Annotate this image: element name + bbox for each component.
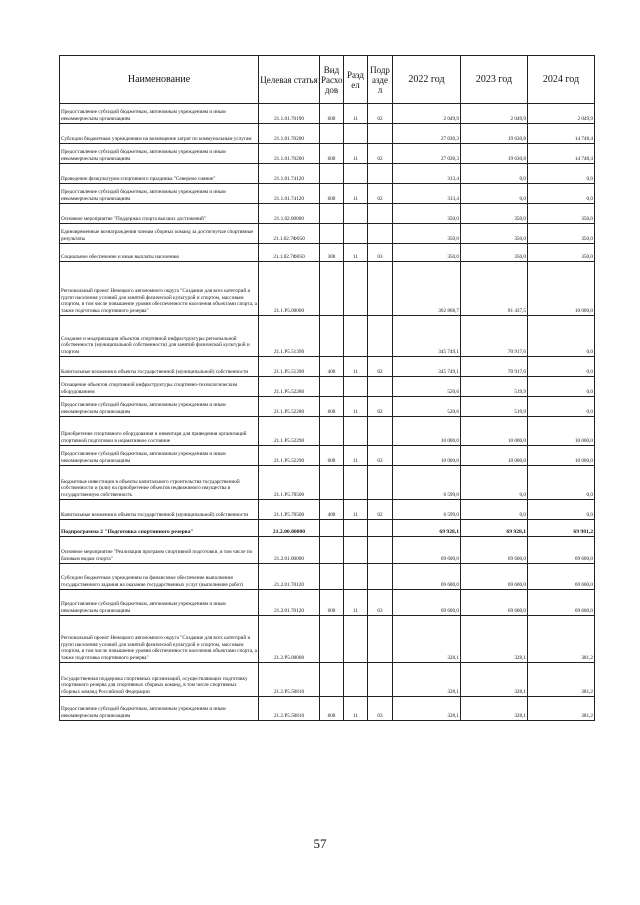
row-expense-type: 600: [320, 590, 344, 616]
row-section: [344, 262, 368, 316]
row-article: 21.2.Р5.50810: [259, 663, 320, 697]
table-row: [60, 144, 595, 164]
row-expense-type: 600: [320, 446, 344, 466]
row-section: 11: [344, 144, 368, 164]
budget-table: [59, 55, 595, 721]
row-name: Бюджетные инвестиции в объекты капитального строительства государственной собственности и (или) на приобретение объектов недвижимого имущества в государственную собственность: [60, 466, 259, 500]
row-value-2023: 70 917,6: [461, 357, 528, 377]
row-section: [344, 417, 368, 446]
row-value-2023: 328,1: [461, 663, 528, 697]
row-subsection: 02: [368, 104, 393, 124]
row-value-2023: 69 600,0: [461, 564, 528, 590]
table-body: [60, 104, 595, 721]
row-name: Региональный проект Ненецкого автономного округа "Создание для всех категорий и групп населения условий для занятий физической культурой и спортом, массовым спортом, в том числе повышение уровня обеспеченности населения объектами спорта, а также подготовка спортивного резерва": [60, 616, 259, 663]
row-subsection: [368, 520, 393, 537]
row-value-2024: 69 600,0: [528, 564, 595, 590]
row-value-2022: 2 049,9: [393, 104, 461, 124]
table-row: [60, 377, 595, 397]
row-article: 21.2.01.70120: [259, 590, 320, 616]
header-expense-type: Вид Расхо дов: [320, 56, 344, 104]
row-value-2024: 350,0: [528, 244, 595, 262]
row-article: 21.1.Р5.51390: [259, 316, 320, 357]
row-name: Единовременные вознаграждения членам сборных команд за достигнутые спортивные результаты: [60, 224, 259, 244]
row-value-2022: 520,6: [393, 377, 461, 397]
row-value-2023: 19 630,8: [461, 144, 528, 164]
table-header-row: [60, 56, 595, 104]
row-value-2023: 328,1: [461, 616, 528, 663]
row-expense-type: 400: [320, 357, 344, 377]
row-value-2024: 14 748,4: [528, 144, 595, 164]
row-value-2022: 27 030,3: [393, 124, 461, 144]
row-value-2024: 2 049,9: [528, 104, 595, 124]
row-value-2024: 0,0: [528, 377, 595, 397]
row-value-2023: 69 600,0: [461, 590, 528, 616]
row-value-2024: 69 600,0: [528, 537, 595, 564]
row-subsection: 03: [368, 590, 393, 616]
row-article: 21.1.Р5.00000: [259, 262, 320, 316]
row-value-2023: 519,9: [461, 377, 528, 397]
row-article: 21.1.Р5.52290: [259, 417, 320, 446]
row-subsection: [368, 164, 393, 184]
row-section: [344, 616, 368, 663]
table-row: [60, 184, 595, 204]
row-value-2023: 10 000,0: [461, 446, 528, 466]
row-section: [344, 224, 368, 244]
row-subsection: [368, 262, 393, 316]
row-value-2024: 0,0: [528, 500, 595, 520]
table-row: [60, 104, 595, 124]
row-value-2024: 0,0: [528, 164, 595, 184]
row-section: 11: [344, 500, 368, 520]
row-expense-type: [320, 224, 344, 244]
row-value-2024: 381,2: [528, 616, 595, 663]
table-row: [60, 262, 595, 316]
row-expense-type: [320, 377, 344, 397]
row-expense-type: 600: [320, 184, 344, 204]
row-value-2022: 69 928,1: [393, 520, 461, 537]
row-subsection: [368, 564, 393, 590]
header-subsection: Подр азде л: [368, 56, 393, 104]
row-subsection: 02: [368, 184, 393, 204]
row-article: 21.1.Р5.52290: [259, 446, 320, 466]
row-value-2022: 69 600,0: [393, 590, 461, 616]
table-row: [60, 500, 595, 520]
row-article: 21.1.Р5.51390: [259, 357, 320, 377]
row-expense-type: [320, 663, 344, 697]
row-article: 21.2.Р5.50810: [259, 697, 320, 721]
table-row: [60, 520, 595, 537]
row-section: 11: [344, 697, 368, 721]
row-name: Субсидии бюджетным учреждениям на финансовое обеспечение выполнения государственного задания на оказание государственных услуг (выполнение работ): [60, 564, 259, 590]
row-value-2024: 0,0: [528, 316, 595, 357]
header-name: Наименование: [60, 56, 259, 104]
row-article: 21.1.02.00000: [259, 204, 320, 224]
row-value-2022: 10 000,0: [393, 446, 461, 466]
row-value-2023: 328,1: [461, 697, 528, 721]
table-row: [60, 446, 595, 466]
row-name: Предоставление субсидий бюджетным, автономным учреждениям и иным некоммерческим организациям: [60, 397, 259, 417]
row-expense-type: 600: [320, 397, 344, 417]
row-name: Оснащение объектов спортивной инфраструктуры спортивно-технологическим оборудованием: [60, 377, 259, 397]
table-row: [60, 244, 595, 262]
row-name: Подпрограмма 2 "Подготовка спортивного резерва": [60, 520, 259, 537]
row-value-2023: 350,0: [461, 224, 528, 244]
row-name: Предоставление субсидий бюджетным, автономным учреждениям и иным некоммерческим организациям: [60, 104, 259, 124]
row-article: 21.1.Р5.70500: [259, 466, 320, 500]
table-row: [60, 316, 595, 357]
row-subsection: 02: [368, 357, 393, 377]
table-row: [60, 417, 595, 446]
row-article: 21.1.02.7Ф050: [259, 224, 320, 244]
row-value-2023: 0,0: [461, 466, 528, 500]
row-name: Социальное обеспечение и иные выплаты населению: [60, 244, 259, 262]
row-article: 21.1.Р5.52280: [259, 377, 320, 397]
row-subsection: 03: [368, 244, 393, 262]
row-value-2024: 0,0: [528, 466, 595, 500]
row-article: 21.1.01.70200: [259, 144, 320, 164]
row-section: [344, 663, 368, 697]
row-value-2022: 345 749,1: [393, 357, 461, 377]
row-subsection: [368, 224, 393, 244]
row-article: 21.1.Р5.52280: [259, 397, 320, 417]
row-value-2023: 2 049,9: [461, 104, 528, 124]
row-name: Проведение физкультурно-спортивного праздника "Северное сияние": [60, 164, 259, 184]
row-value-2022: 69 600,0: [393, 564, 461, 590]
row-expense-type: [320, 466, 344, 500]
row-value-2022: 350,0: [393, 224, 461, 244]
header-2023: 2023 год: [461, 56, 528, 104]
table-row: [60, 357, 595, 377]
row-subsection: 03: [368, 697, 393, 721]
header-2024: 2024 год: [528, 56, 595, 104]
row-subsection: [368, 616, 393, 663]
row-expense-type: [320, 316, 344, 357]
row-expense-type: [320, 164, 344, 184]
row-value-2022: 328,1: [393, 663, 461, 697]
row-value-2024: 0,0: [528, 184, 595, 204]
row-name: Предоставление субсидий бюджетным, автономным учреждениям и иным некоммерческим организациям: [60, 184, 259, 204]
row-article: 21.2.00.00000: [259, 520, 320, 537]
row-subsection: [368, 466, 393, 500]
row-value-2023: 19 630,8: [461, 124, 528, 144]
row-value-2022: 362 868,7: [393, 262, 461, 316]
row-subsection: 03: [368, 446, 393, 466]
row-section: [344, 316, 368, 357]
row-section: [344, 377, 368, 397]
row-value-2022: 328,1: [393, 697, 461, 721]
row-expense-type: 600: [320, 697, 344, 721]
row-article: 21.1.01.70200: [259, 124, 320, 144]
row-name: Основное мероприятие "Реализация программ спортивной подготовки, в том числе по базовым видам спорта": [60, 537, 259, 564]
table-row: [60, 466, 595, 500]
row-article: 21.1.02.7Ф050: [259, 244, 320, 262]
row-value-2024: 10 000,0: [528, 417, 595, 446]
row-expense-type: [320, 520, 344, 537]
table-row: [60, 224, 595, 244]
row-section: 11: [344, 397, 368, 417]
table-row: [60, 697, 595, 721]
row-subsection: 02: [368, 144, 393, 164]
header-2022: 2022 год: [393, 56, 461, 104]
row-value-2023: 519,9: [461, 397, 528, 417]
row-value-2023: 10 000,0: [461, 417, 528, 446]
row-value-2023: 69 928,1: [461, 520, 528, 537]
row-value-2023: 350,0: [461, 204, 528, 224]
row-name: Основное мероприятие "Поддержка спорта высших достижений": [60, 204, 259, 224]
row-section: 11: [344, 104, 368, 124]
row-value-2022: 313,4: [393, 184, 461, 204]
row-subsection: [368, 537, 393, 564]
row-article: 21.1.01.70190: [259, 104, 320, 124]
header-article: Целевая статья: [259, 56, 320, 104]
row-subsection: [368, 663, 393, 697]
row-value-2022: 6 599,0: [393, 500, 461, 520]
row-expense-type: 300: [320, 244, 344, 262]
table-row: [60, 397, 595, 417]
row-section: [344, 564, 368, 590]
row-section: [344, 204, 368, 224]
row-value-2024: 69 981,2: [528, 520, 595, 537]
row-value-2022: 313,4: [393, 164, 461, 184]
row-expense-type: [320, 537, 344, 564]
row-value-2022: 345 749,1: [393, 316, 461, 357]
row-section: 11: [344, 184, 368, 204]
table-row: [60, 537, 595, 564]
row-name: Капитальные вложения в объекты государственной (муниципальной) собственности: [60, 357, 259, 377]
row-article: 21.2.01.70120: [259, 564, 320, 590]
row-expense-type: [320, 564, 344, 590]
row-subsection: [368, 417, 393, 446]
row-value-2024: 0,0: [528, 397, 595, 417]
row-section: 11: [344, 244, 368, 262]
row-article: 21.1.01.74120: [259, 184, 320, 204]
row-value-2024: 10 000,0: [528, 446, 595, 466]
row-value-2023: 0,0: [461, 164, 528, 184]
table-row: [60, 164, 595, 184]
row-expense-type: [320, 124, 344, 144]
row-article: 21.2.01.00000: [259, 537, 320, 564]
row-expense-type: [320, 262, 344, 316]
row-value-2024: 381,2: [528, 663, 595, 697]
row-value-2024: 350,0: [528, 224, 595, 244]
row-subsection: 02: [368, 397, 393, 417]
row-expense-type: [320, 417, 344, 446]
row-value-2023: 70 917,6: [461, 316, 528, 357]
row-name: Предоставление субсидий бюджетным, автономным учреждениям и иным некоммерческим организациям: [60, 590, 259, 616]
row-value-2022: 328,1: [393, 616, 461, 663]
row-section: 11: [344, 357, 368, 377]
row-value-2022: 27 030,3: [393, 144, 461, 164]
row-value-2024: 14 748,4: [528, 124, 595, 144]
row-name: Государственная поддержка спортивных организаций, осуществляющих подготовку спортивного резерва для спортивных сборных команд, в том числе спортивных сборных команд Российской Федерации: [60, 663, 259, 697]
row-value-2024: 0,0: [528, 357, 595, 377]
row-subsection: [368, 204, 393, 224]
row-name: Предоставление субсидий бюджетным, автономным учреждениям и иным некоммерческим организациям: [60, 697, 259, 721]
row-section: [344, 520, 368, 537]
row-expense-type: 400: [320, 500, 344, 520]
row-value-2023: 81 437,5: [461, 262, 528, 316]
row-name: Капитальные вложения в объекты государственной (муниципальной) собственности: [60, 500, 259, 520]
row-value-2022: 10 000,0: [393, 417, 461, 446]
row-article: 21.1.01.74120: [259, 164, 320, 184]
row-section: 11: [344, 590, 368, 616]
page-number: 57: [313, 836, 327, 851]
row-value-2022: 350,0: [393, 244, 461, 262]
row-value-2023: 69 600,0: [461, 537, 528, 564]
row-value-2024: 69 600,0: [528, 590, 595, 616]
row-name: Предоставление субсидий бюджетным, автономным учреждениям и иным некоммерческим организациям: [60, 144, 259, 164]
row-value-2023: 0,0: [461, 500, 528, 520]
row-subsection: [368, 316, 393, 357]
row-subsection: [368, 124, 393, 144]
row-expense-type: [320, 204, 344, 224]
table-row: [60, 124, 595, 144]
row-value-2022: 6 599,0: [393, 466, 461, 500]
row-name: Создание и модернизация объектов спортивной инфраструктуры региональной собственности (муниципальной собственности) для занятий физической культурой и спортом: [60, 316, 259, 357]
row-value-2022: 69 600,0: [393, 537, 461, 564]
row-section: [344, 466, 368, 500]
row-expense-type: [320, 616, 344, 663]
row-subsection: 02: [368, 500, 393, 520]
row-value-2023: 350,0: [461, 244, 528, 262]
row-subsection: [368, 377, 393, 397]
row-value-2024: 350,0: [528, 204, 595, 224]
table-row: [60, 204, 595, 224]
row-section: 11: [344, 446, 368, 466]
table-row: [60, 590, 595, 616]
row-name: Предоставление субсидий бюджетным, автономным учреждениям и иным некоммерческим организациям: [60, 446, 259, 466]
row-article: 21.1.Р5.70500: [259, 500, 320, 520]
row-expense-type: 600: [320, 104, 344, 124]
row-section: [344, 537, 368, 564]
row-value-2022: 520,6: [393, 397, 461, 417]
table-row: [60, 616, 595, 663]
row-name: Субсидии бюджетным учреждениям на возмещение затрат по коммунальным услугам: [60, 124, 259, 144]
row-value-2022: 350,0: [393, 204, 461, 224]
row-expense-type: 600: [320, 144, 344, 164]
row-value-2023: 0,0: [461, 184, 528, 204]
row-article: 21.2.Р5.00000: [259, 616, 320, 663]
row-name: Приобретение спортивного оборудования и инвентаря для приведения организаций спортивной подготовки в нормативное состояние: [60, 417, 259, 446]
table-row: [60, 663, 595, 697]
table-row: [60, 564, 595, 590]
row-name: Региональный проект Ненецкого автономного округа "Создание для всех категорий и групп населения условий для занятий физической культурой и спортом, массовым спортом, в том числе повышение уровня обеспеченности населения объектами спорта, а также подготовка спортивного резерва": [60, 262, 259, 316]
row-section: [344, 164, 368, 184]
row-value-2024: 381,2: [528, 697, 595, 721]
header-section: Разд ел: [344, 56, 368, 104]
row-section: [344, 124, 368, 144]
row-value-2024: 10 000,0: [528, 262, 595, 316]
